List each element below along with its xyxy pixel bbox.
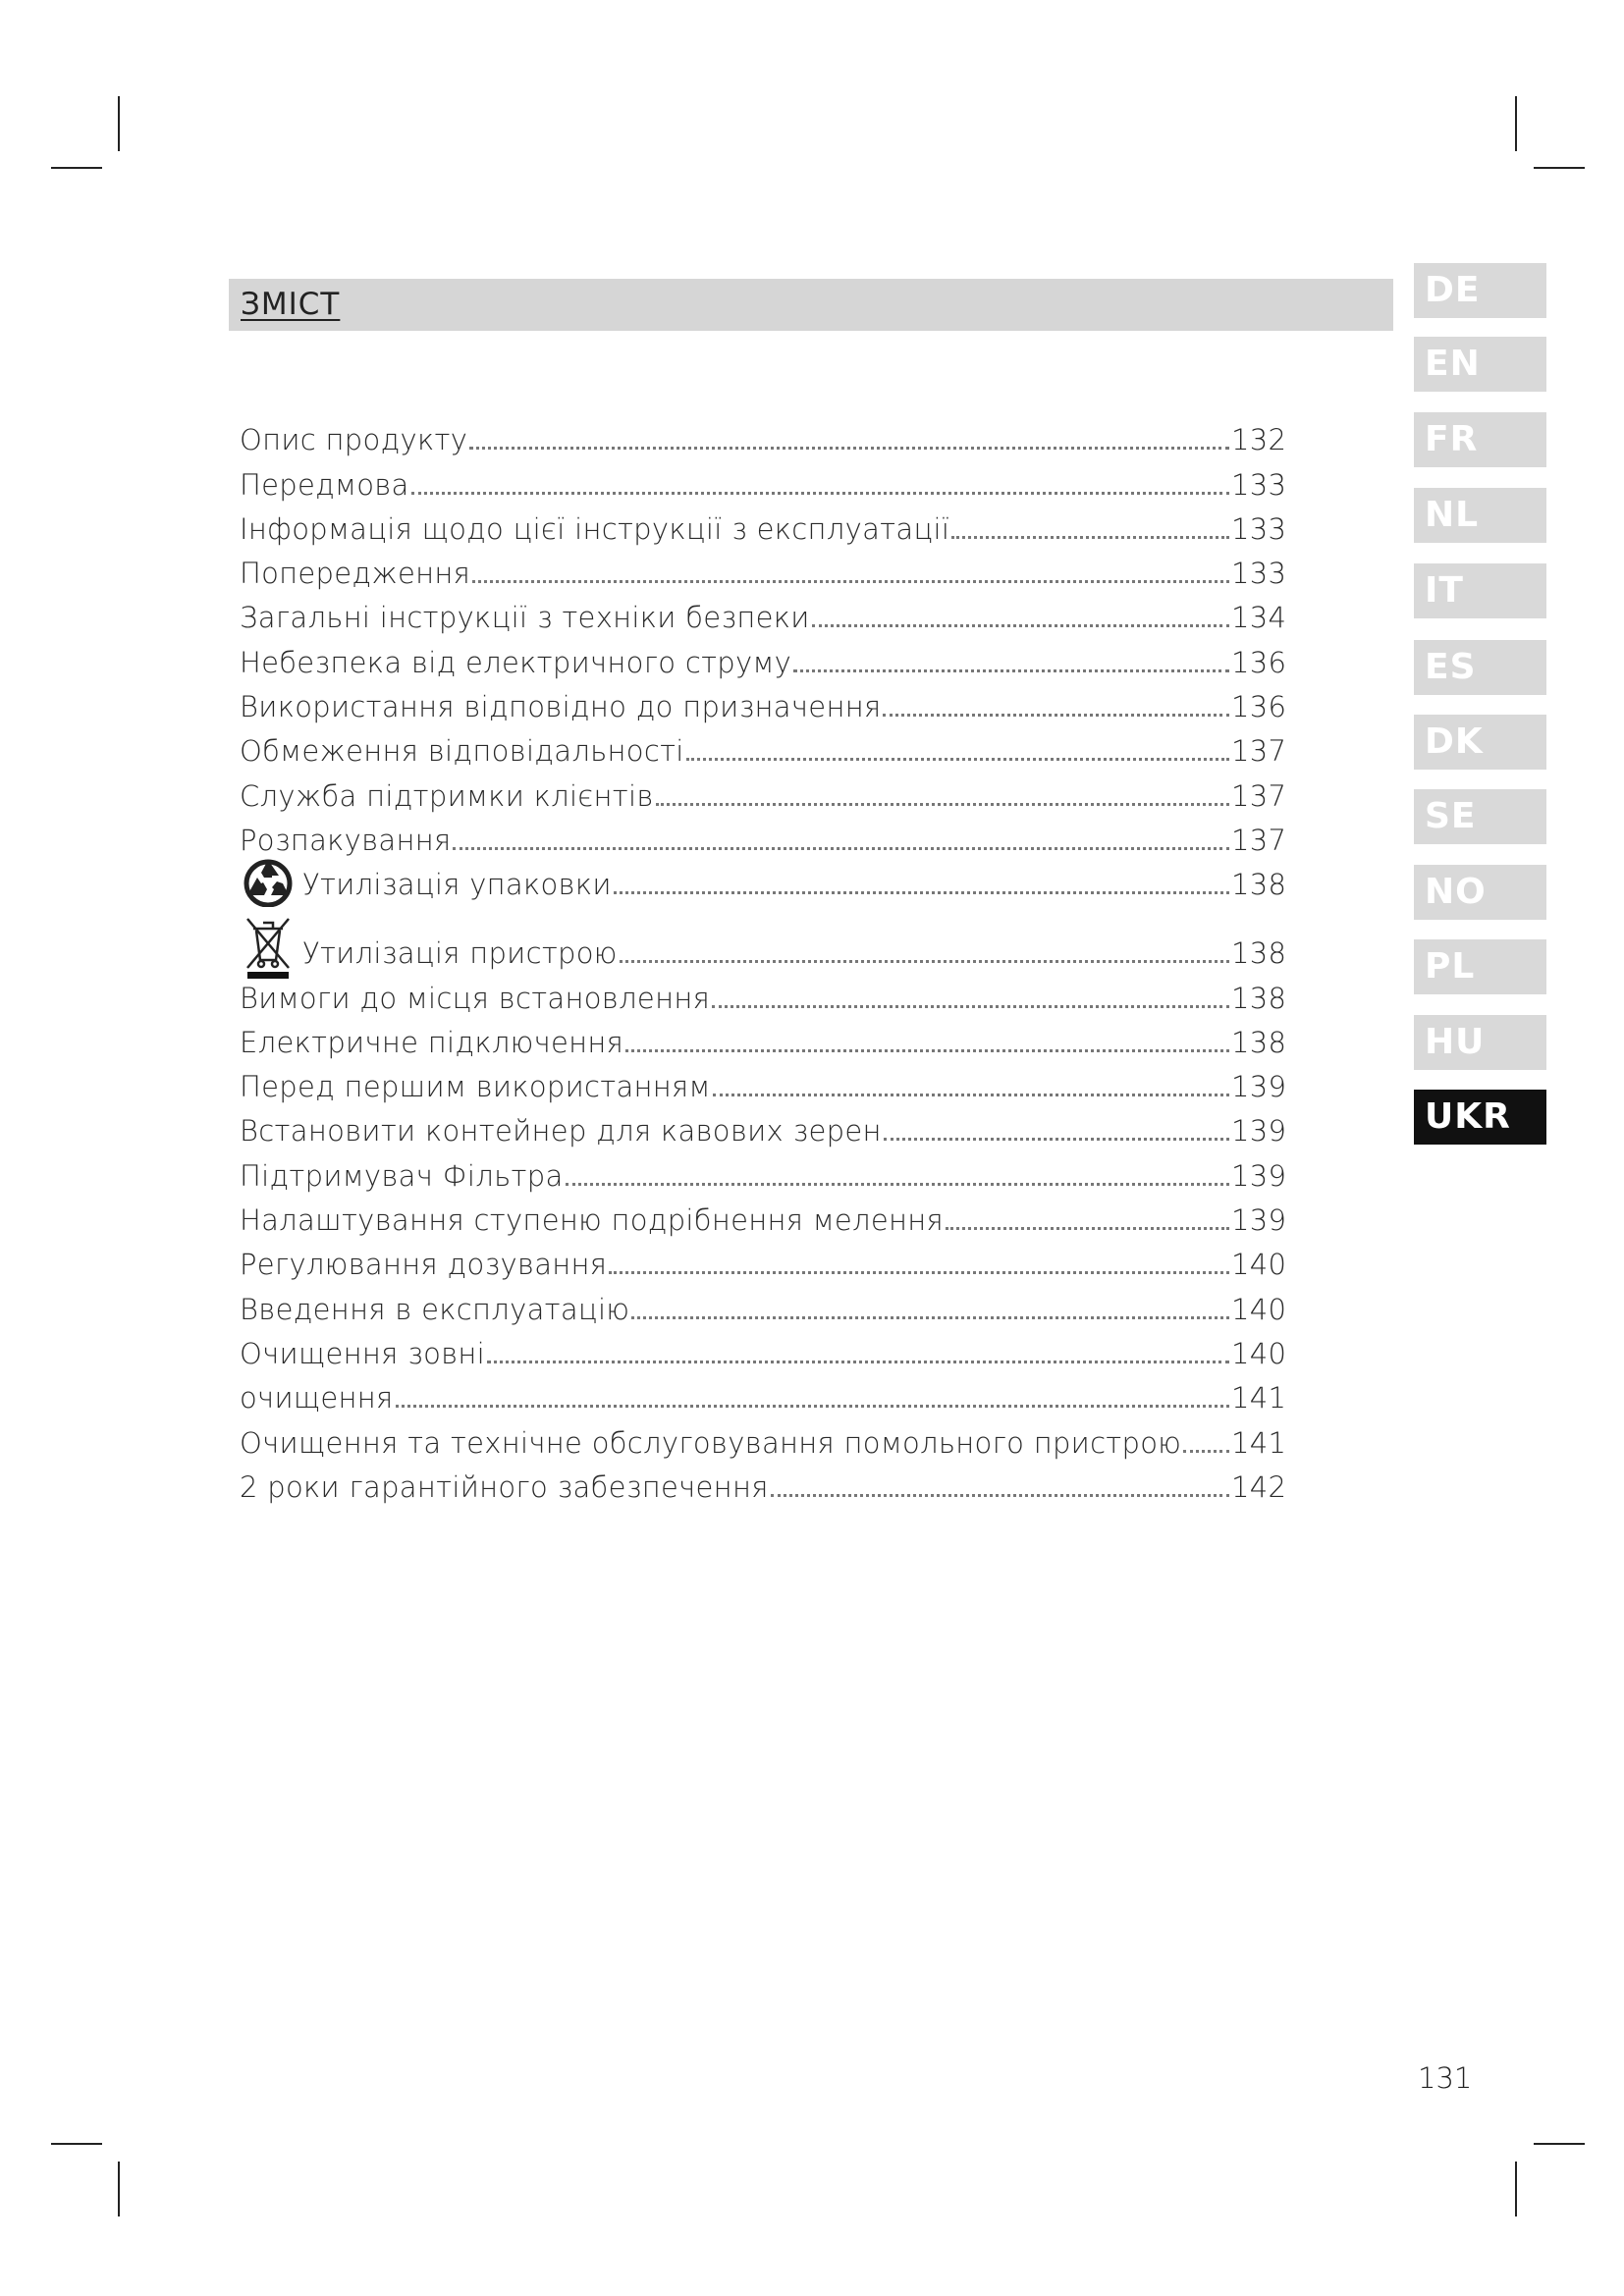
dot-leader bbox=[620, 960, 1229, 963]
dot-leader bbox=[469, 447, 1229, 450]
page-title: ЗМІСТ bbox=[241, 287, 341, 322]
crop-mark bbox=[1515, 2162, 1517, 2216]
dot-leader bbox=[946, 1227, 1229, 1230]
dot-leader bbox=[453, 847, 1229, 850]
language-tab-nl[interactable]: NL bbox=[1414, 488, 1546, 543]
toc-entry-page: 138 bbox=[1231, 981, 1287, 1015]
toc-entry[interactable] bbox=[240, 859, 1287, 903]
toc-entry-page: 136 bbox=[1231, 645, 1287, 679]
toc-entry[interactable] bbox=[240, 458, 1287, 503]
toc-entry[interactable] bbox=[240, 903, 1287, 972]
toc-entry-label: Підтримувач Фільтра bbox=[240, 1158, 564, 1193]
toc-entry-label: Очищення та технічне обслуговування помольного пристрою bbox=[240, 1425, 1182, 1460]
dot-leader bbox=[396, 1405, 1229, 1408]
dot-leader bbox=[686, 758, 1229, 761]
toc-entry-label: Небезпека від електричного струму bbox=[240, 645, 792, 679]
toc-entry-page: 140 bbox=[1231, 1336, 1287, 1370]
crop-mark bbox=[51, 2143, 102, 2145]
toc-entry-page: 139 bbox=[1231, 1114, 1287, 1148]
toc-entry[interactable] bbox=[240, 725, 1287, 770]
toc-entry[interactable] bbox=[240, 414, 1287, 458]
language-tab-no[interactable]: NO bbox=[1414, 865, 1546, 920]
toc-entry-page: 133 bbox=[1231, 467, 1287, 502]
crop-mark bbox=[118, 96, 120, 151]
weee-bin-icon bbox=[240, 911, 297, 980]
toc-entry-label: Передмова bbox=[240, 467, 409, 502]
toc-entry-label: Введення в експлуатацію bbox=[240, 1292, 630, 1326]
dot-leader bbox=[713, 1094, 1229, 1096]
table-of-contents bbox=[240, 414, 1287, 1506]
dot-leader bbox=[883, 714, 1229, 717]
toc-entry-page: 139 bbox=[1231, 1070, 1287, 1104]
toc-entry-page: 133 bbox=[1231, 557, 1287, 591]
toc-entry-label: Опис продукту bbox=[240, 423, 468, 457]
toc-entry-page: 141 bbox=[1231, 1381, 1287, 1415]
toc-entry-page: 138 bbox=[1231, 936, 1287, 971]
page-number: 131 bbox=[1418, 2061, 1473, 2095]
dot-leader bbox=[472, 580, 1229, 583]
dot-leader bbox=[1183, 1450, 1229, 1453]
toc-entry[interactable] bbox=[240, 504, 1287, 548]
toc-entry[interactable] bbox=[240, 1462, 1287, 1506]
toc-entry-page: 137 bbox=[1231, 823, 1287, 857]
toc-entry[interactable] bbox=[240, 681, 1287, 725]
language-tab-de[interactable]: DE bbox=[1414, 263, 1546, 318]
language-tab-it[interactable]: IT bbox=[1414, 563, 1546, 618]
crop-mark bbox=[1515, 96, 1517, 151]
dot-leader bbox=[609, 1271, 1229, 1274]
toc-entry[interactable] bbox=[240, 1061, 1287, 1105]
toc-entry-page: 132 bbox=[1231, 423, 1287, 457]
toc-entry-label: Попередження bbox=[240, 557, 471, 591]
toc-entry[interactable] bbox=[240, 1105, 1287, 1149]
dot-leader bbox=[951, 536, 1229, 539]
toc-entry-page: 141 bbox=[1231, 1425, 1287, 1460]
toc-entry-label: 2 роки гарантійного забезпечення bbox=[240, 1469, 769, 1504]
language-tab-fr[interactable]: FR bbox=[1414, 412, 1546, 467]
toc-entry[interactable] bbox=[240, 1372, 1287, 1416]
language-tab-es[interactable]: ES bbox=[1414, 640, 1546, 695]
toc-entry[interactable] bbox=[240, 815, 1287, 859]
toc-entry-label: Вимоги до місця встановлення bbox=[240, 981, 711, 1015]
toc-entry-label: Очищення зовні bbox=[240, 1336, 486, 1370]
dot-leader bbox=[793, 669, 1229, 672]
dot-leader bbox=[712, 1005, 1229, 1008]
toc-entry-label: Регулювання дозування bbox=[240, 1248, 608, 1282]
dot-leader bbox=[625, 1049, 1229, 1052]
crop-mark bbox=[51, 167, 102, 169]
crop-mark bbox=[1534, 167, 1585, 169]
crop-mark bbox=[1534, 2143, 1585, 2145]
toc-entry-page: 137 bbox=[1231, 778, 1287, 813]
toc-entry[interactable] bbox=[240, 1239, 1287, 1283]
toc-entry-page: 139 bbox=[1231, 1158, 1287, 1193]
toc-entry-label: очищення bbox=[240, 1381, 394, 1415]
dot-leader bbox=[771, 1494, 1229, 1497]
toc-entry-label: Встановити контейнер для кавових зерен bbox=[240, 1114, 882, 1148]
dot-leader bbox=[812, 624, 1229, 627]
toc-entry-page: 138 bbox=[1231, 1025, 1287, 1059]
toc-entry[interactable] bbox=[240, 972, 1287, 1016]
toc-entry-label: Налаштування ступеню подрібнення мелення bbox=[240, 1203, 945, 1238]
toc-entry[interactable] bbox=[240, 770, 1287, 814]
language-tab-ukr[interactable]: UKR bbox=[1414, 1090, 1546, 1145]
toc-entry-page: 139 bbox=[1231, 1203, 1287, 1238]
dot-leader bbox=[656, 803, 1229, 806]
toc-entry-page: 137 bbox=[1231, 734, 1287, 769]
language-tab-en[interactable]: EN bbox=[1414, 337, 1546, 392]
toc-entry-label: Електричне підключення bbox=[240, 1025, 624, 1059]
toc-entry-label: Утилізація упаковки bbox=[302, 868, 612, 902]
language-tab-se[interactable]: SE bbox=[1414, 789, 1546, 844]
toc-entry[interactable] bbox=[240, 1328, 1287, 1372]
dot-leader bbox=[614, 891, 1229, 894]
dot-leader bbox=[884, 1138, 1229, 1141]
recycle-icon bbox=[240, 856, 297, 907]
toc-entry-page: 133 bbox=[1231, 511, 1287, 546]
section-header-bar bbox=[229, 279, 1393, 331]
language-tab-hu[interactable]: HU bbox=[1414, 1015, 1546, 1070]
toc-entry-label: Перед першим використанням bbox=[240, 1070, 711, 1104]
dot-leader bbox=[487, 1361, 1229, 1363]
toc-entry-page: 142 bbox=[1231, 1469, 1287, 1504]
language-tab-pl[interactable]: PL bbox=[1414, 939, 1546, 994]
toc-entry-label: Інформація щодо цієї інструкції з експлуатації bbox=[240, 511, 950, 546]
dot-leader bbox=[411, 492, 1229, 495]
toc-entry-label: Загальні інструкції з техніки безпеки bbox=[240, 601, 810, 635]
toc-entry[interactable] bbox=[240, 592, 1287, 636]
toc-entry-page: 136 bbox=[1231, 690, 1287, 724]
toc-entry-label: Утилізація пристрою bbox=[302, 936, 618, 971]
toc-entry-page: 140 bbox=[1231, 1292, 1287, 1326]
toc-entry-label: Обмеження відповідальності bbox=[240, 734, 684, 769]
toc-entry-label: Використання відповідно до призначення bbox=[240, 690, 882, 724]
toc-entry-page: 138 bbox=[1231, 868, 1287, 902]
toc-entry[interactable] bbox=[240, 1283, 1287, 1327]
toc-entry-page: 140 bbox=[1231, 1248, 1287, 1282]
toc-entry-label: Розпакування bbox=[240, 823, 452, 857]
crop-mark bbox=[118, 2162, 120, 2216]
language-tab-dk[interactable]: DK bbox=[1414, 715, 1546, 770]
toc-entry[interactable] bbox=[240, 1149, 1287, 1194]
toc-entry[interactable] bbox=[240, 1416, 1287, 1461]
toc-entry[interactable] bbox=[240, 1017, 1287, 1061]
toc-entry-label: Служба підтримки клієнтів bbox=[240, 778, 654, 813]
toc-entry[interactable] bbox=[240, 1195, 1287, 1239]
dot-leader bbox=[631, 1316, 1229, 1319]
toc-entry[interactable] bbox=[240, 636, 1287, 680]
toc-entry-page: 134 bbox=[1231, 601, 1287, 635]
toc-entry[interactable] bbox=[240, 548, 1287, 592]
dot-leader bbox=[566, 1183, 1229, 1186]
